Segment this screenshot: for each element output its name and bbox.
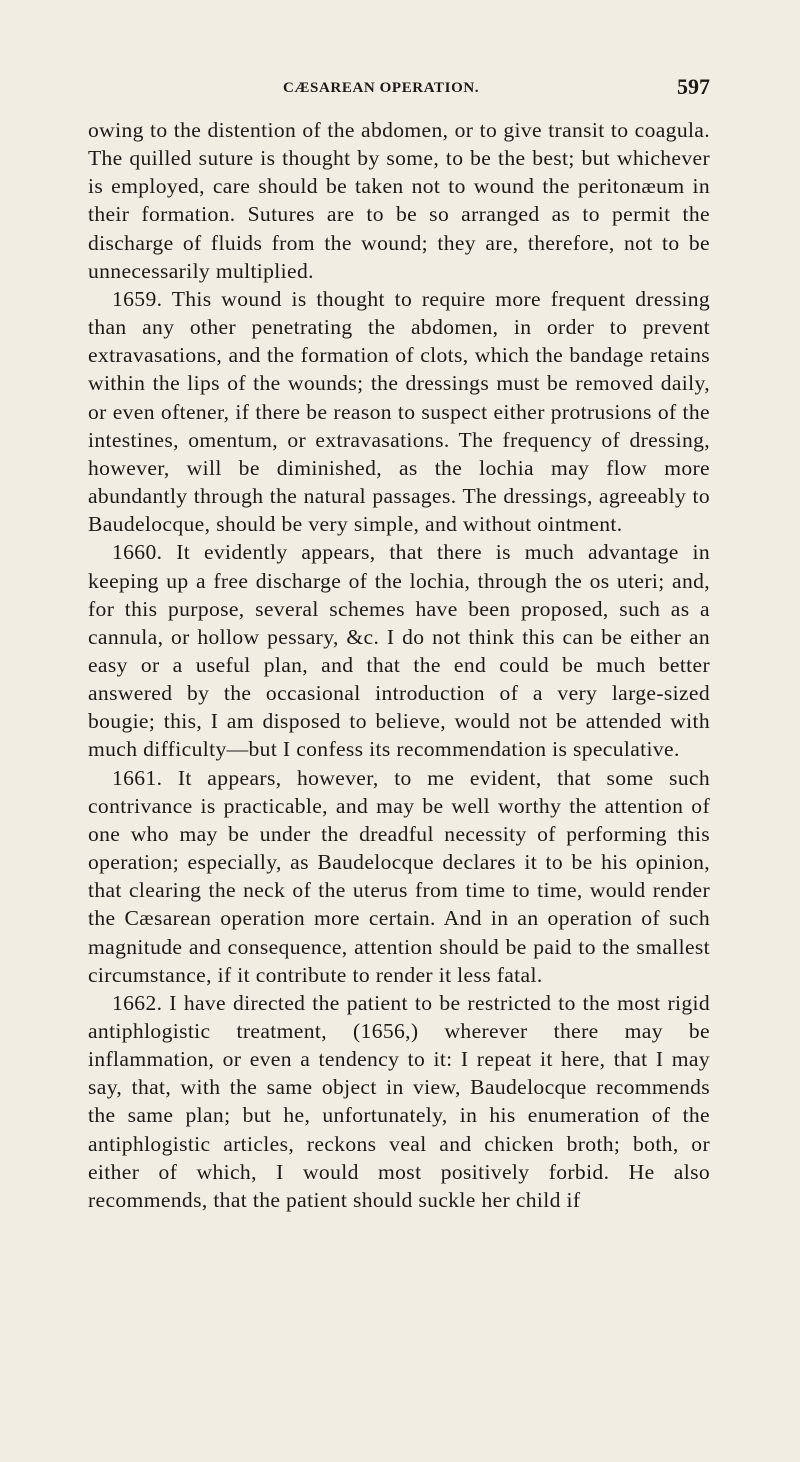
- page-number: 597: [677, 74, 710, 99]
- paragraph-continued: owing to the distention of the abdomen, or to give transit to coagula. The quilled suture is thought by some, to be the best; but whichever is employed, care should be taken not to wound the peritonæum in their formation. Sutures are to be so arranged as to permit the discharge of fluids from the wound; they are, therefore, not to be unnecessarily multiplied.: [88, 118, 710, 283]
- paragraph-1659: 1659. This wound is thought to require more frequent dressing than any other penetrating the abdomen, in order to prevent extravasations, and the formation of clots, which the bandage retains within the lips of the wounds; the dressings must be removed daily, or even oftener, if there be reason to suspect either protrusions of the intestines, omentum, or extravasations. The frequency of dressing, however, will be diminished, as the lochia may flow more abundantly through the natural passages. The dressings, agreeably to Baudelocque, should be very simple, and without ointment.: [88, 286, 710, 537]
- paragraph-1662: 1662. I have directed the patient to be restricted to the most rigid antiphlogistic treatment, (1656,) wherever there may be inflammation, or even a tendency to it: I repeat it here, that I may say, that, with the same object in view, Baudelocque recommends the same plan; but he, unfortunately, in his enumeration of the antiphlogistic articles, reckons veal and chicken broth; both, or either of which, I would most positively forbid. He also recommends, that the patient should suckle her child if: [88, 990, 710, 1212]
- page-header: [0, 72, 800, 102]
- paragraph-1660: 1660. It evidently appears, that there is much advantage in keeping up a free discharge of the lochia, through the os uteri; and, for this purpose, several schemes have been proposed, such as a cannula, or hollow pessary, &c. I do not think this can be either an easy or a useful plan, and that the end could be much better answered by the occasional introduction of a very large-sized bougie; this, I am disposed to believe, would not be attended with much difficulty—but I confess its recommendation is speculative.: [88, 540, 710, 762]
- running-title: CÆSAREAN OPERATION.: [283, 80, 480, 96]
- paragraph-1661: 1661. It appears, however, to me evident, that some such contrivance is practicable, and may be well worthy the attention of one who may be under the dreadful necessity of performing this operation; especially, as Baudelocque declares it to be his opinion, that clearing the neck of the uterus from time to time, would render the Cæsarean operation more certain. And in an operation of such magnitude and consequence, attention should be paid to the smallest circumstance, if it contribute to render it less fatal.: [88, 765, 710, 987]
- body-text: [88, 116, 710, 1214]
